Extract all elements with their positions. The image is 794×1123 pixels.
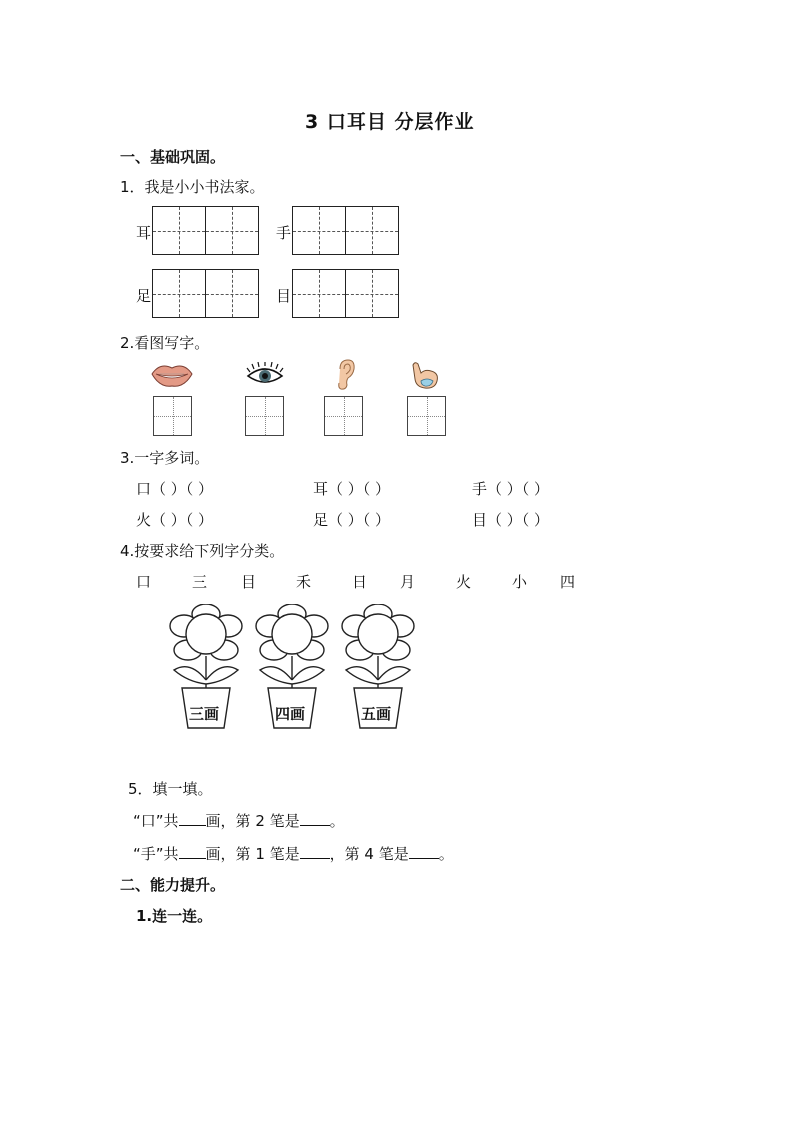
word-group-zu[interactable]: 足（ ）（ ） [313, 511, 391, 529]
section-heading-basics: 一、基础巩固。 [120, 148, 226, 166]
fill-line-shou [133, 843, 454, 864]
writing-grid-zu[interactable] [152, 269, 259, 318]
writing-grid-shou[interactable] [292, 206, 399, 255]
char-label-zu: 足 [136, 287, 152, 305]
word-group-mu[interactable]: 目（ ）（ ） [472, 511, 550, 529]
pot-label-four-strokes: 四画 [275, 705, 306, 723]
sort-char: 三 [192, 573, 208, 591]
ear-icon [336, 359, 356, 391]
blank-stroke-1[interactable] [300, 844, 330, 859]
char-label-er: 耳 [136, 224, 152, 242]
question-2-prompt: 2.看图写字。 [120, 334, 210, 352]
hand-icon [407, 359, 441, 391]
pot-label-five-strokes: 五画 [361, 705, 392, 723]
question-5-prompt: 5．填一填。 [128, 780, 213, 798]
answer-box-ear[interactable] [324, 396, 363, 436]
sort-char: 小 [512, 573, 528, 591]
fill-text: “口”共 [133, 812, 179, 830]
blank-stroke-4[interactable] [409, 844, 439, 859]
char-label-mu: 目 [276, 287, 292, 305]
answer-box-eye[interactable] [245, 396, 284, 436]
question-3-prompt: 3.一字多词。 [120, 449, 210, 467]
char-label-shou: 手 [276, 224, 292, 242]
mouth-icon [150, 360, 194, 390]
sort-char: 火 [456, 573, 472, 591]
section2-question-1-prompt: 1.连一连。 [136, 907, 213, 925]
answer-box-hand[interactable] [407, 396, 446, 436]
page-title: 3 口耳目 分层作业 [305, 111, 475, 133]
sort-char: 口 [136, 573, 152, 591]
fill-text: 。 [438, 845, 454, 863]
sort-char: 禾 [296, 573, 312, 591]
word-group-er[interactable]: 耳（ ）（ ） [313, 480, 391, 498]
blank-stroke-count[interactable] [179, 844, 206, 859]
pot-label-three-strokes: 三画 [189, 705, 220, 723]
blank-stroke-2[interactable] [300, 811, 330, 826]
fill-text: 画，第 2 笔是 [205, 812, 300, 830]
fill-line-kou [133, 810, 345, 831]
word-group-huo[interactable]: 火（ ）（ ） [136, 511, 214, 529]
question-4-prompt: 4.按要求给下列字分类。 [120, 542, 285, 560]
blank-stroke-count[interactable] [179, 811, 206, 826]
writing-grid-mu[interactable] [292, 269, 399, 318]
writing-grid-er[interactable] [152, 206, 259, 255]
sort-char: 四 [560, 573, 576, 591]
sort-char: 日 [352, 573, 368, 591]
word-group-shou[interactable]: 手（ ）（ ） [472, 480, 550, 498]
fill-text: 。 [329, 812, 345, 830]
fill-text: 画，第 1 笔是 [205, 845, 300, 863]
fill-text: ，第 4 笔是 [329, 845, 409, 863]
sort-char: 目 [241, 573, 257, 591]
eye-icon [246, 362, 284, 390]
fill-text: “手”共 [133, 845, 179, 863]
answer-box-mouth[interactable] [153, 396, 192, 436]
word-group-kou[interactable]: 口（ ）（ ） [136, 480, 214, 498]
sort-char: 月 [400, 573, 416, 591]
question-1-prompt: 1．我是小小书法家。 [120, 178, 265, 196]
section-heading-improvement: 二、能力提升。 [120, 876, 226, 894]
